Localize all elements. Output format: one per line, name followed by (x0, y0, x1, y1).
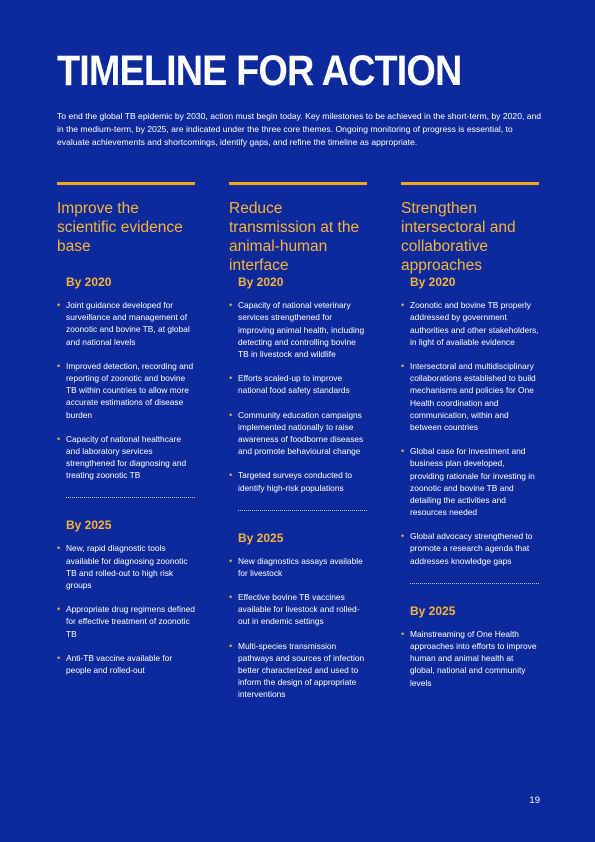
phase-label-2025: By 2025 (410, 603, 456, 618)
column-heading: Reduce transmission at the animal-human interface (229, 200, 360, 275)
phase-label-2025: By 2025 (66, 518, 112, 533)
list-item: • Efforts scaled-up to improve national food safety standards (229, 372, 367, 396)
list-item: • Multi-species transmission pathways and sources of infection better characterized and used to inform the design of appropriate interventions (229, 640, 367, 701)
phase-label-2020: By 2020 (410, 275, 456, 290)
column-reduce-transmission (229, 182, 367, 713)
list-item: • Capacity of national veterinary services strengthened for improving animal health, including detecting and controlling bovine TB in livestock and wildlife (229, 299, 367, 360)
list-item: • New diagnostics assays available for livestock (229, 555, 367, 579)
page-title: TIMELINE FOR ACTION (57, 47, 462, 95)
list-item: • Targeted surveys conducted to identify high-risk populations (229, 469, 367, 493)
list-item: • Improved detection, recording and reporting of zoonotic and bovine TB within countries to allow more accurate estimations of disease burden (57, 360, 195, 421)
list-item: • Anti-TB vaccine available for people and rolled-out (57, 652, 195, 676)
milestone-list-2020 (401, 299, 539, 567)
list-item: • Zoonotic and bovine TB properly addressed by government authorities and other stakeholders, in light of available evidence (401, 299, 539, 348)
list-item: • Effective bovine TB vaccines available for livestock and rolled-out in endemic settings (229, 591, 367, 628)
column-divider (401, 182, 539, 185)
page-number: 19 (529, 795, 540, 806)
milestone-list-2025 (57, 542, 195, 676)
column-heading: Strengthen intersectoral and collaborative approaches (401, 200, 516, 275)
dotted-separator (238, 510, 367, 511)
phase-label-2020: By 2020 (238, 275, 284, 290)
list-item: • Capacity of national healthcare and laboratory services strengthened for diagnosing and treating zoonotic TB (57, 433, 195, 482)
intro-paragraph: To end the global TB epidemic by 2030, action must begin today. Key milestones to be achieved in the short-term, by 2020, and in the medium-term, by 2025, are indicated under the three core themes. Ongoing monitoring of progress is essential, to evaluate achievements and shortcomings, identify gaps, and refine the timeline as appropriate. (57, 111, 542, 147)
column-divider (229, 182, 367, 185)
column-divider (57, 182, 195, 185)
dotted-separator (66, 497, 195, 498)
column-evidence-base (57, 182, 195, 688)
list-item: • Global advocacy strengthened to promote a research agenda that addresses knowledge gaps (401, 530, 539, 567)
list-item: • Community education campaigns implemented nationally to raise awareness of foodborne diseases and promote behavioural change (229, 409, 367, 458)
list-item: • Global case for investment and business plan developed, providing rationale for investing in zoonotic and bovine TB and detailing the activities and resources needed (401, 445, 539, 518)
column-heading: Improve the scientific evidence base (57, 200, 183, 256)
list-item: • New, rapid diagnostic tools available for diagnosing zoonotic TB and rolled-out to high risk groups (57, 542, 195, 591)
phase-label-2020: By 2020 (66, 275, 112, 289)
list-item: • Intersectoral and multidisciplinary collaborations established to build mechanisms and policies for One Health coordination and communication, within and between countries (401, 360, 539, 433)
list-item: • Appropriate drug regimens defined for effective treatment of zoonotic TB (57, 603, 195, 640)
milestone-list-2025 (401, 628, 539, 689)
milestone-list-2020 (57, 299, 195, 481)
dotted-separator (410, 583, 539, 584)
milestone-list-2020 (229, 299, 367, 493)
column-intersectoral (401, 182, 539, 701)
phase-label-2025: By 2025 (238, 530, 284, 545)
list-item: • Mainstreaming of One Health approaches into efforts to improve human and animal health at global, national and community levels (401, 628, 539, 689)
milestone-list-2025 (229, 555, 367, 701)
list-item: • Joint guidance developed for surveillance and management of zoonotic and bovine TB, at global and national levels (57, 299, 195, 348)
